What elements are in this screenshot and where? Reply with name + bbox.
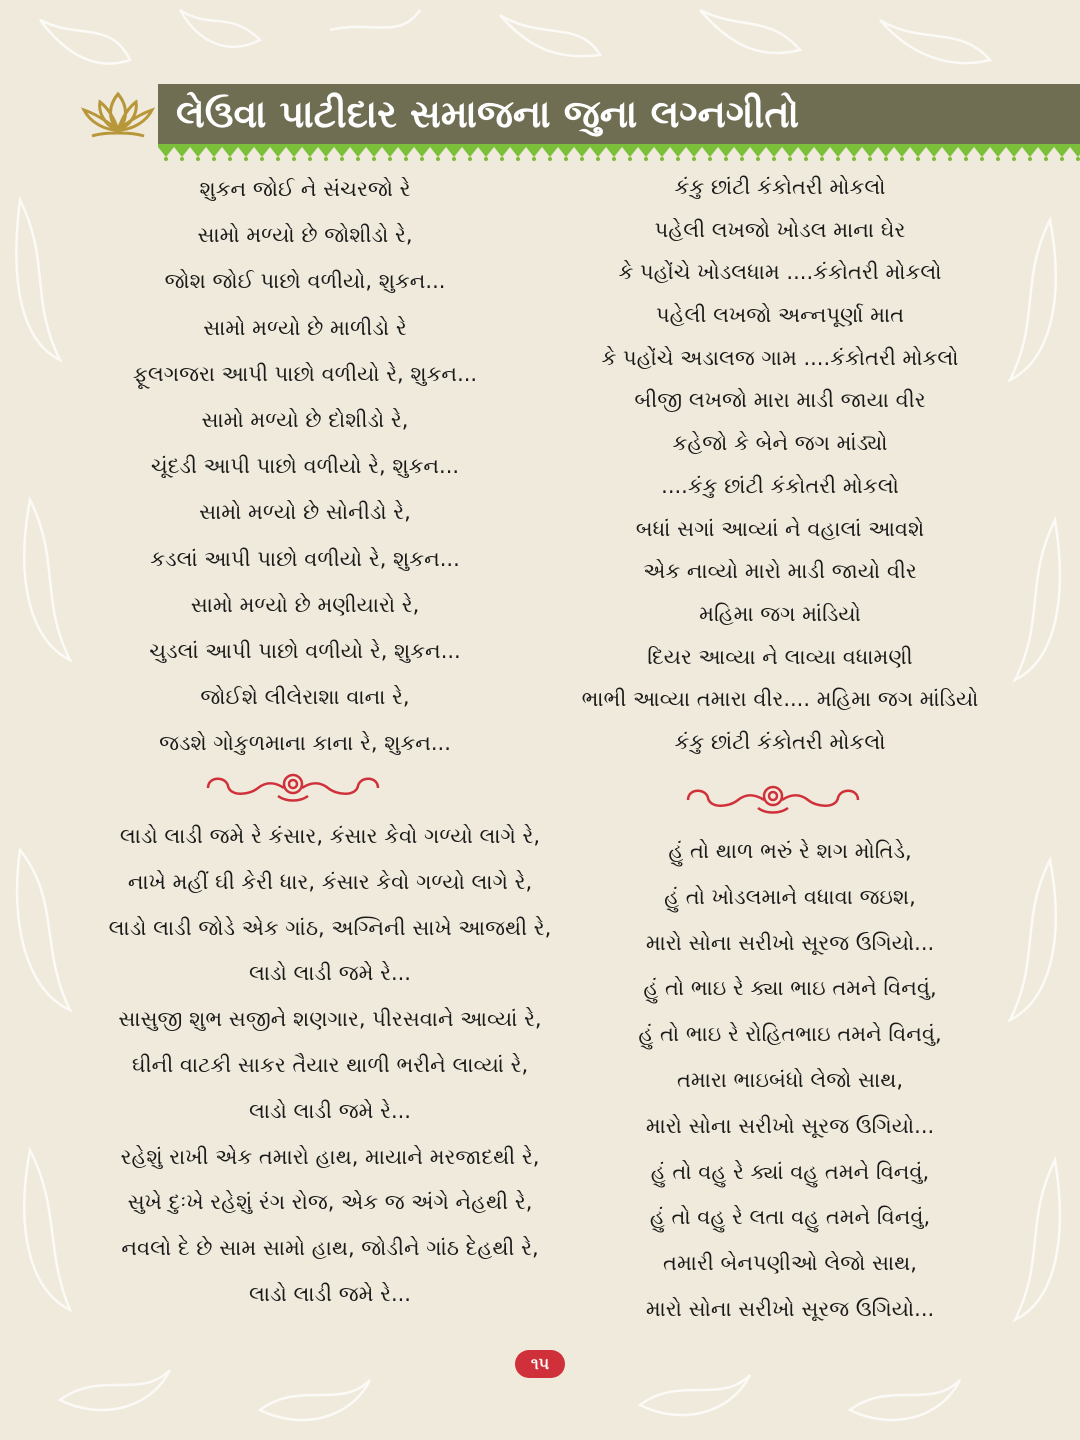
lace-scallop (174, 147, 190, 157)
lyric-line: તમારી બેનપણીઓ લેજો સાથ, (663, 1251, 917, 1276)
lace-scallop (478, 147, 494, 157)
lace-scallop (766, 147, 782, 157)
lace-dot (756, 157, 760, 161)
lyric-line: સાસુજી શુભ સજીને શણગાર, પીરસવાને આવ્યાં રે, (118, 1007, 542, 1032)
lace-dot (356, 157, 360, 161)
lace-scallop (910, 147, 926, 157)
lace-scallop (782, 147, 798, 157)
lace-dot (724, 157, 728, 161)
lace-scallop (734, 147, 750, 157)
lace-scallop (494, 147, 510, 157)
lyric-line: બીજી લખજો મારા માડી જાયા વીર (634, 388, 926, 413)
lace-dot (1076, 157, 1080, 161)
lace-dot (772, 157, 776, 161)
lace-dot (420, 157, 424, 161)
lyric-line: કે પહોંચે અડાલજ ગામ ....કંકોતરી મોકલો (601, 345, 959, 370)
lyric-line: લાડો લાડી જોડે એક ગાંઠ, અગ્નિની સાખે આજથી રે, (108, 915, 552, 940)
lace-scallop (606, 147, 622, 157)
lace-dot (900, 157, 904, 161)
lace-scallop (670, 147, 686, 157)
lyric-line: લાડો લાડી જમે રે... (249, 1098, 411, 1123)
title-bar (158, 84, 1080, 144)
lace-dot (244, 157, 248, 161)
lace-scallop (814, 147, 830, 157)
lyric-line: જડશે ગોકુળમાના કાના રે, શુકન... (159, 731, 451, 756)
lace-dot (404, 157, 408, 161)
lace-scallop (430, 147, 446, 157)
lyric-line: સામો મળ્યો છે દોશીડો રે, (201, 407, 409, 432)
lyric-line: સામો મળ્યો છે માળીડો રે (203, 315, 407, 340)
lace-dot (532, 157, 536, 161)
lyric-line: કહેજો કે બેને જગ માંડ્યો (672, 431, 888, 456)
lace-dot (980, 157, 984, 161)
lyric-line: ....કંકુ છાંટી કંકોતરી મોકલો (661, 473, 899, 498)
lace-scallop (622, 147, 638, 157)
lace-dot (932, 157, 936, 161)
lyric-line: હું તો ખોડલમાને વધાવા જઇશ, (664, 884, 916, 909)
lace-scallop (318, 147, 334, 157)
song-thal (540, 829, 1040, 1333)
lace-dot (580, 157, 584, 161)
lace-dot (708, 157, 712, 161)
lyric-line: મારો સોના સરીખો સૂરજ ઉગિયો... (645, 1113, 935, 1138)
lace-dot (596, 157, 600, 161)
lace-scallop (254, 147, 270, 157)
lace-dot (660, 157, 664, 161)
lace-dot (916, 157, 920, 161)
lace-scallop (798, 147, 814, 157)
lace-scallop (894, 147, 910, 157)
lace-dot (1012, 157, 1016, 161)
lyric-line: મારો સોના સરીખો સૂરજ ઉગિયો... (645, 1296, 935, 1321)
lace-scallop (862, 147, 878, 157)
lyric-line: શુકન જોઈ ને સંચરજો રે (199, 177, 411, 201)
lace-scallop (830, 147, 846, 157)
song-kankotri (540, 166, 1020, 764)
lace-scallop (1022, 147, 1038, 157)
lace-dot (436, 157, 440, 161)
lyric-line: સામો મળ્યો છે સોનીડો રે, (199, 500, 411, 525)
lace-dot (628, 157, 632, 161)
lyric-line: લાડો લાડી જમે રે... (249, 1281, 411, 1306)
lace-scallop (350, 147, 366, 157)
lyric-line: લાડો લાડી જમે રે કંસાર, કંસાર કેવો ગળ્યો લાગે રે, (119, 824, 541, 848)
lyric-line: લાડો લાડી જમે રે... (249, 961, 411, 986)
lyric-line: ભાભી આવ્યા તમારા વીર.... મહિમા જગ માંડિયો (581, 687, 979, 712)
lace-scallop (750, 147, 766, 157)
lace-dot (276, 157, 280, 161)
lace-dot (612, 157, 616, 161)
lace-scallop (462, 147, 478, 157)
lyric-line: હું તો થાળ ભરું રે શગ મોતિડે, (668, 839, 912, 863)
lyric-line: હું તો ભાઇ રે રોહિતભાઇ તમને વિનવું, (638, 1022, 942, 1047)
lace-scallop (926, 147, 942, 157)
lace-dot (836, 157, 840, 161)
lace-dot (852, 157, 856, 161)
lace-dot (452, 157, 456, 161)
page-number-badge: ૧૫ (515, 1350, 565, 1378)
lace-scallop (1038, 147, 1054, 157)
lace-scallop (846, 147, 862, 157)
lace-dot (212, 157, 216, 161)
lyric-line: પહેલી લખજો અન્નપૂર્ણા માત (655, 303, 905, 328)
lyric-line: કે પહોંચે ખોડલધામ ....કંકોતરી મોકલો (618, 260, 942, 285)
lace-dot (164, 157, 168, 161)
lace-dot (868, 157, 872, 161)
ornamental-divider-right (678, 778, 868, 818)
lyric-line: સામો મળ્યો છે જોશીડો રે, (197, 223, 413, 248)
lace-scallop (190, 147, 206, 157)
song-shukan (70, 166, 540, 766)
lyric-line: તમારા ભાઇબંધો લેજો સાથ, (676, 1067, 903, 1092)
lace-dot (1044, 157, 1048, 161)
lace-scallop (366, 147, 382, 157)
lace-scallop (446, 147, 462, 157)
lace-dot (484, 157, 488, 161)
lace-dot (308, 157, 312, 161)
lace-scallop (526, 147, 542, 157)
lace-dot (1060, 157, 1064, 161)
lyric-line: ઘીની વાટકી સાકર તૈયાર થાળી ભરીને લાવ્યાં રે, (131, 1052, 529, 1077)
lace-dot (228, 157, 232, 161)
lace-scallop (702, 147, 718, 157)
lace-scallop (990, 147, 1006, 157)
lace-scallop (302, 147, 318, 157)
lace-dot (884, 157, 888, 161)
lyric-line: હું તો ભાઇ રે ક્યા ભાઇ તમને વિનવું, (643, 976, 937, 1001)
lyric-line: સુખે દુઃખે રહેશું રંગ રોજ, એક જ અંગે નેહથી રે, (127, 1190, 533, 1215)
lotus-icon (78, 86, 158, 146)
lyric-line: મારો સોના સરીખો સૂરજ ઉગિયો... (645, 930, 935, 955)
lace-dot (548, 157, 552, 161)
lyric-line: કડલાં આપી પાછો વળીયો રે, શુકન... (150, 546, 460, 571)
lyric-line: દિયર આવ્યા ને લાવ્યા વધામણી (647, 644, 913, 669)
lace-dot (516, 157, 520, 161)
lace-dot (740, 157, 744, 161)
lace-scallop (654, 147, 670, 157)
lace-scallop (718, 147, 734, 157)
lace-dot (260, 157, 264, 161)
lace-dot (948, 157, 952, 161)
lace-dot (372, 157, 376, 161)
lace-scallop (510, 147, 526, 157)
lace-dot (340, 157, 344, 161)
lace-scallop (158, 147, 174, 157)
lace-dot (676, 157, 680, 161)
lace-dot (692, 157, 696, 161)
lyric-line: નાખે મહીં ઘી કેરી ધાર, કંસાર કેવો ગળ્યો લાગે રે, (127, 869, 533, 894)
lace-scallop (398, 147, 414, 157)
lace-dot (324, 157, 328, 161)
lyric-line: ચુડલાં આપી પાછો વળીયો રે, શુકન... (149, 638, 461, 663)
lyric-line: હું તો વહુ રે ક્યાં વહુ તમને વિનવું, (650, 1159, 930, 1184)
lace-dot (996, 157, 1000, 161)
lace-scallop (686, 147, 702, 157)
lyric-line: નવલો દે છે સામ સામો હાથ, જોડીને ગાંઠ દેહથી રે, (121, 1236, 539, 1261)
lace-dot (468, 157, 472, 161)
lace-scallop (974, 147, 990, 157)
lyric-line: ચૂંદડી આપી પાછો વળીયો રે, શુકન... (150, 454, 460, 479)
lace-dot (964, 157, 968, 161)
lace-scallop (958, 147, 974, 157)
lyric-line: બધાં સગાં આવ્યાં ને વહાલાં આવશે (635, 516, 925, 541)
song-kansar (60, 814, 600, 1318)
lyric-line: કંકુ છાંટી કંકોતરી મોકલો (674, 175, 886, 199)
lace-scallop (1054, 147, 1070, 157)
lace-scallop (878, 147, 894, 157)
lace-dot (196, 157, 200, 161)
lace-scallop (414, 147, 430, 157)
lace-dot (788, 157, 792, 161)
lace-scallop (238, 147, 254, 157)
lace-dot (500, 157, 504, 161)
lace-scallop (1006, 147, 1022, 157)
lace-scallop (558, 147, 574, 157)
page-title: લેઉવા પાટીદાર સમાજના જુના લગ્નગીતો (176, 92, 800, 136)
lyric-line: હું તો વહુ રે લતા વહુ તમને વિનવું, (649, 1205, 931, 1230)
lace-scallop (942, 147, 958, 157)
lyric-line: રહેશું રાખી એક તમારો હાથ, માયાને મરજાદથી રે, (120, 1144, 540, 1169)
lace-scallop (334, 147, 350, 157)
lyric-line: એક નાવ્યો મારો માડી જાયો વીર (643, 559, 917, 584)
lace-scallop (574, 147, 590, 157)
green-lace-border (158, 144, 1080, 162)
lace-dot (180, 157, 184, 161)
lace-scallop (638, 147, 654, 157)
lyric-line: જોશ જોઈ પાછો વળીયો, શુકન... (164, 269, 446, 294)
lace-dot (644, 157, 648, 161)
lace-dot (820, 157, 824, 161)
lace-scallop (270, 147, 286, 157)
lace-scallop (382, 147, 398, 157)
lace-dot (388, 157, 392, 161)
lyric-line: સામો મળ્યો છે મણીયારો રે, (190, 592, 420, 617)
lace-dot (292, 157, 296, 161)
lace-scallop (286, 147, 302, 157)
lyric-line: ફૂલગજરા આપી પાછો વળીયો રે, શુકન... (132, 361, 478, 386)
lace-scallop (206, 147, 222, 157)
lace-scallop (542, 147, 558, 157)
ornamental-divider-left (198, 766, 388, 806)
lace-scallop (222, 147, 238, 157)
lace-dot (804, 157, 808, 161)
lace-dot (1028, 157, 1032, 161)
lace-dot (564, 157, 568, 161)
lyric-line: જોઈશે લીલેરાશા વાના રે, (200, 685, 410, 710)
lyric-line: મહિમા જગ માંડિયો (699, 601, 861, 626)
lyric-line: પહેલી લખજો ખોડલ માના ઘેર (654, 217, 906, 242)
lace-scallop (590, 147, 606, 157)
lace-scallop (1070, 147, 1080, 157)
lyric-line: કંકુ છાંટી કંકોતરી મોકલો (674, 729, 886, 754)
